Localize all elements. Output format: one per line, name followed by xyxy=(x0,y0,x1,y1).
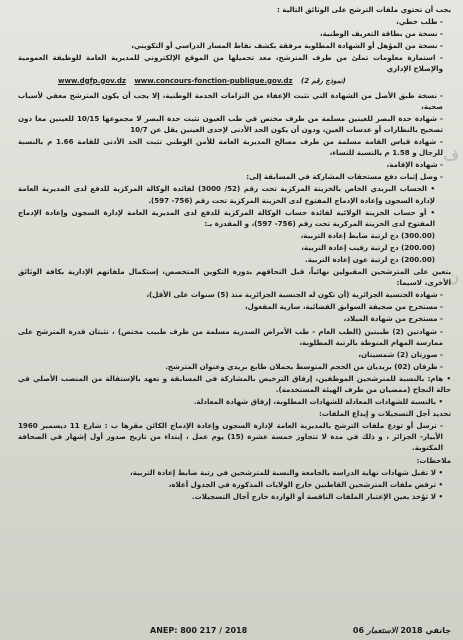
text-line: - مستخرج من شهادة الميلاد، xyxy=(18,313,451,324)
newspaper-name: الاستعمار xyxy=(366,625,398,635)
required-documents-list xyxy=(18,90,451,502)
text-line: - طلب خطي، xyxy=(18,16,451,27)
text-line: - شهادة حدة البصر للعينين مسلمة من طرف مختص في طب العيون تثبت حدة البصر لا مجموعها 10/15 للعينين معا دون تصحيح بالنظارات أو عدسات العين، ودون أن يكون الحد الأدنى لإحدى العينين يقل عن 10/7 xyxy=(18,113,451,135)
page-footer xyxy=(0,623,463,637)
text-line: • الحساب البريدي الخاص بالخزينة المركزية تحت رقم (52/ 3000) لفائدة الوكالة المركزية للدفع لدى المديرية العامة لإدارة السجون وإعادة الإدماج المفتوح لدى الخزينة المركزية تحت رقم (756- 597). xyxy=(18,183,451,205)
text-line: - شهادة قياس القامة مسلمة من طرف مصالح المديرية العامة للأمن الوطني تثبت الحد الأدنى للقامة 1.66 م بالنسبة للرجال و 1.58 م بالنسبة للنساء، xyxy=(18,136,451,158)
text-line: • ترفض ملفات المترشحين القاطنين خارج الولايات المذكورة في الجدول أعلاه، xyxy=(18,479,451,490)
anep-reference: ANEP: 800 217 / 2018 xyxy=(150,625,248,635)
text-line: • لا تؤخذ بعين الإعتبار الملفات الناقصة أو الواردة خارج آجال التسجيلات. xyxy=(18,491,451,502)
text-line: - نسخة من بطاقة التعريف الوطنية، xyxy=(18,28,451,39)
required-documents-intro xyxy=(18,4,451,75)
text-line: يتعين على المترشحين المقبولين نهائياً، قبل التحاقهم بدورة التكوين المتخصص، إستكمال ملفاتهم الإدارية بكافة الوثائق الأخرى، لاسيما: xyxy=(18,267,451,288)
issue-date: 06 جانفي 2018 xyxy=(352,626,451,635)
announcement-body xyxy=(18,4,451,620)
text-line: - ترسل أو تودع ملفات الترشح بالمديرية العامة لإدارة السجون وإعادة الإدماج الكائن مقرها ب : شارع 11 ديسمبر 1960 الأبيار- الجزائر ، و ذلك في مدة لا تتجاوز خمسة عشرة (15) يوم عمل ، إبتداء من تاريخ صدور أول إشهار في الصحافة المكتوبة. xyxy=(18,420,451,453)
form-number-note: (نموذج رقم 2) xyxy=(301,76,346,85)
text-line: • بالنسبة للشهادات المعادلة للشهادات المطلوبة، إرفاق شهادة المعادلة. xyxy=(18,396,451,407)
text-line: - استمارة معلومات تملئ من طرف المترشح، معد تحميلها من الموقع الإلكتروني للمديرية العامة للوظيفة العمومية والإصلاح الإداري xyxy=(18,52,451,74)
ghost-heading-2: ن xyxy=(447,268,459,286)
text-line: تحديد آجل التسجيلات و إيداع الملفات: xyxy=(319,409,451,419)
url-concours[interactable]: www.concours-fonction-publique.gov.dz xyxy=(134,76,293,85)
text-line: (200.00) دج لرتبة عون إعادة التربية. xyxy=(305,254,435,264)
text-line: - شهادة الجنسية الجزائرية (أن تكون له الجنسية الجزائرية منذ (5) سنوات على الأقل)، xyxy=(18,289,451,300)
text-line: • أو حساب الخزينة الولائية لفائدة حساب الوكالة المركزية للدفع لدى المديرية العامة لإدارة السجون وإعادة الإدماج المفتوح لدى الخزينة المركزية تحت رقم (756- 597)، و المقدرة بـ: xyxy=(18,207,451,229)
footer-date-paper xyxy=(353,625,451,635)
text-line: - ظرفان (02) بريديان من الحجم المتوسط يحملان طابع بريدي وعنوان المترشح. xyxy=(18,361,451,372)
url-row xyxy=(18,76,451,87)
text-line: - نسخة من المؤهل أو الشهادة المطلوبة مرفقة بكشف نقاط المسار الدراسي أو التكويني، xyxy=(18,40,451,51)
text-line: - مستخرج من صحيفة السوابق القضائية، سارية المفعول، xyxy=(18,301,451,312)
text-line: (300.00) دج لرتبة ضابط إعادة التربية، xyxy=(300,230,435,240)
text-line: (200.00) دج لرتبة رقيب إعادة التربية، xyxy=(301,242,435,252)
text-line: ملاحظات: xyxy=(416,455,451,465)
text-line: - وصل إثبات دفع مستحقات المشاركة في المسابقة إلى: xyxy=(18,171,451,182)
text-line: - صورتان (2) شمسيتان، xyxy=(18,349,451,360)
text-line: - نسخة طبق الأصل من الشهادة التي تثبت الإعفاء من التزامات الخدمة الوطنية، إلا يجب أن يكون المترشح معفي لأسباب صحية، xyxy=(18,90,451,112)
text-line: • لا تقبل شهادات نهاية الدراسة بالجامعة والنسبة للمترشحين في رتبة ضابط إعادة التربية، xyxy=(18,467,451,478)
text-line: يجب أن تحتوي ملفات الترشح على الوثائق التالية : xyxy=(276,5,451,14)
text-line: - شهادة الإقامة، xyxy=(18,159,451,170)
text-line: • هام: بالنسبة للمترشحين الموظفين، إرفاق الترخيص بالمشاركة في المسابقة و تعهد بالإستقالة من المنصب الأصلي في حالة النجاح (ممضيان من طرف الهيئة المستخدمة). xyxy=(18,373,451,395)
text-line: - شهادتين (2) طبيتين (الطب العام - طب الأمراض الصدرية مسلمة من طرف طبيب مختص) ، تثبتان قدرة المترشح على ممارسة المهام المنوطة بالرتبة المطلوبة، xyxy=(18,326,451,348)
url-dgfp[interactable]: www.dgfp.gov.dz xyxy=(58,76,126,85)
ghost-heading-1: ف xyxy=(443,146,459,164)
